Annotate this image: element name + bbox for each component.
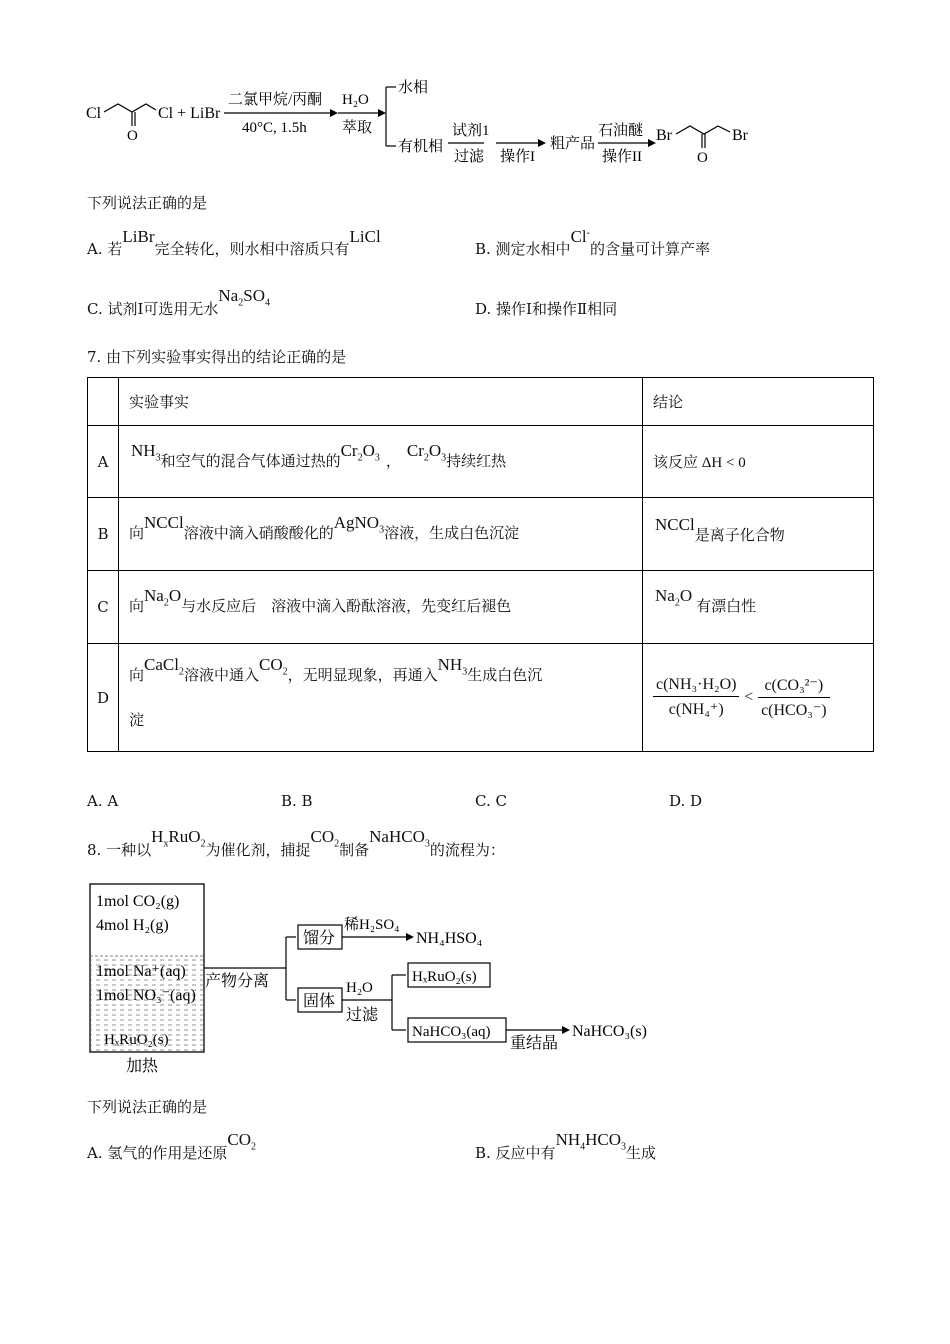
q7-row-b (88, 498, 874, 571)
q6-b-chem-text: Cl (570, 227, 587, 246)
reactant-cl-left: Cl (86, 105, 102, 122)
q8-a-chem (227, 1130, 256, 1153)
reactor-h2: 4mol H₂(g) (96, 917, 169, 934)
q8-co: CO (310, 827, 335, 846)
q7-row-c-label: C (88, 571, 119, 644)
q8-b-nh-sub: 4 (580, 1141, 586, 1153)
q7-d-nh-sub: 3 (462, 666, 468, 678)
q6-a-mid: 完全转化，则水相中溶质只有 (154, 240, 350, 258)
nh4hso4: NH₄HSO₄ (416, 930, 483, 947)
q7-row-a (88, 426, 874, 498)
q7-d-fact-f: 生成白色沉 (467, 665, 543, 684)
q7-header-conclusion: 结论 (643, 378, 874, 426)
arrow-2-head (378, 109, 386, 117)
reactant-cl-right: Cl + LiBr (158, 105, 221, 122)
recrystal-arrow-head (562, 1026, 570, 1034)
q6-option-b[interactable] (475, 226, 710, 258)
q7-a-o: O (362, 440, 375, 460)
product-skeleton (676, 126, 730, 134)
q7-header-blank (88, 378, 119, 426)
q7-b-agno3-sub: 3 (379, 524, 385, 536)
q7-b-pre: 向 (129, 524, 145, 543)
q8-ruo: RuO (168, 827, 201, 846)
op1-label: 操作I (500, 149, 535, 165)
catalyst-out: HₓRuO₂(s) (412, 969, 477, 985)
q7-d-frac2-den: c(HCO₃⁻) (761, 702, 827, 719)
q8-a-co-sub: 2 (251, 1141, 256, 1153)
q7-row-b-label: B (88, 498, 119, 571)
q8-flow-diagram (80, 878, 680, 1078)
q7-stem: 7. 由下列实验事实得出的结论正确的是 (87, 348, 347, 366)
q7-c-na2o (144, 586, 182, 609)
q7-a-conclusion-text: 该反应 ΔH < 0 (653, 455, 746, 471)
q7-c-o: O (168, 586, 182, 606)
q8-b-hco: HCO (585, 1130, 622, 1149)
q7-row-a-label: A (88, 426, 119, 498)
nahco3-aq: NaHCO₃(aq) (412, 1024, 491, 1040)
reactant-o: O (127, 128, 138, 144)
q7-c-na: Na (144, 586, 164, 606)
q7-option-b[interactable]: B. B (281, 792, 313, 810)
q7-a-cr-2-sub: 2 (423, 452, 429, 464)
q6-c-chem-sub: 2 (238, 297, 244, 309)
q8-b-pre: B. 反应中有 (475, 1144, 556, 1162)
q7-option-a[interactable]: A. A (87, 792, 119, 810)
q8-a-co: CO (227, 1130, 251, 1149)
q7-b-fact-d: 溶液，生成白色沉淀 (384, 524, 520, 543)
cond-bottom: 40°C, 1.5h (242, 120, 307, 136)
q7-a-o-2-sub: 3 (441, 452, 447, 464)
q7-d-line1 (129, 654, 642, 697)
reagent1: 试剂1 (452, 123, 490, 139)
reactant-skeleton (104, 104, 156, 112)
q8-h: H (151, 827, 164, 846)
q8-co-sub: 2 (334, 838, 340, 850)
cond-top: 二氯甲烷/丙酮 (228, 92, 323, 108)
extract-label: 萃取 (342, 120, 373, 136)
q7-c-na-sub: 2 (163, 597, 169, 609)
q7-b-conc-chem: NCCl (655, 514, 695, 534)
product-o: O (697, 150, 708, 166)
q6-c-chem-b: SO (243, 286, 265, 305)
arrow-5-head (648, 139, 656, 147)
q7-b-ncccl: NCCl (144, 513, 184, 533)
q7-d-cacl2 (144, 654, 184, 678)
q6-c-chem (218, 286, 270, 309)
q6-c-pre: C. 试剂Ⅰ可选用无水 (87, 300, 219, 318)
q7-d-cacl: CaCl (144, 654, 179, 674)
q7-d-frac2-num: c(CO₃²⁻) (758, 675, 830, 698)
q7-d-fact-d: ，无明显现象，再通入 (287, 665, 438, 684)
product-br-left: Br (656, 127, 672, 144)
q8-sub-stem: 下列说法正确的是 (87, 1098, 208, 1116)
op2-label: 操作II (602, 149, 642, 165)
q7-table (87, 377, 874, 752)
q7-d-nh3 (437, 654, 468, 678)
filter-flow: 过滤 (346, 1007, 379, 1024)
q6-option-d[interactable]: D. 操作Ⅰ和操作Ⅱ相同 (475, 300, 618, 318)
q7-d-nh: NH (437, 654, 463, 674)
q7-c-fact-c: 与水反应后 溶液中滴入酚酞溶液，先变红后褪色 (181, 597, 512, 616)
q7-c-conc-na-sub: 2 (674, 597, 680, 609)
recrystallize: 重结晶 (510, 1035, 559, 1052)
q7-row-c (88, 571, 874, 644)
nahco3-s: NaHCO₃(s) (572, 1023, 647, 1040)
q7-b-agno3-text: AgNO (333, 513, 380, 533)
q7-row-a-fact (119, 426, 643, 498)
reactor-no3: 1mol NO₃⁻(aq) (96, 987, 196, 1004)
q7-d-co2 (258, 654, 288, 678)
q8-h-sub: x (163, 838, 169, 850)
q7-a-cr-2: Cr (406, 440, 424, 460)
q8-ruo-sub: 2 (200, 838, 206, 850)
q7-d-fact-b: 溶液中通入 (183, 665, 259, 684)
q8-stem-chem2 (310, 827, 340, 850)
q7-b-agno3 (333, 513, 385, 536)
q7-c-conc-na: Na (655, 586, 675, 606)
q7-header-fact: 实验事实 (119, 378, 643, 426)
petroleum-ether: 石油醚 (598, 123, 644, 139)
arrow-1-head (330, 109, 338, 117)
q8-b-chem (555, 1130, 627, 1153)
water-phase: 水相 (398, 80, 429, 96)
reactor-catalyst: HₓRuO₂(s) (104, 1032, 169, 1048)
q7-d-co: CO (258, 654, 283, 674)
filter-label: 过滤 (454, 149, 485, 165)
q8-stem (87, 826, 505, 859)
q7-d-op: < (744, 688, 754, 706)
reactor-na: 1mol Na⁺(aq) (96, 963, 186, 980)
q6-c-chem-sub2: 4 (264, 297, 270, 309)
q8-b-post: 生成 (626, 1144, 657, 1162)
q7-b-fact-b: 溶液中滴入硝酸酸化的 (183, 524, 334, 543)
reaction-scheme (80, 70, 780, 180)
q6-stem: 下列说法正确的是 (87, 194, 208, 212)
product-br-right: Br (732, 127, 748, 144)
q6-option-a[interactable] (87, 226, 381, 258)
q8-stem-mid2: 制备 (339, 841, 370, 859)
q7-row-d-label: D (88, 644, 119, 752)
q7-row-b-conclusion (643, 498, 874, 571)
heat-label: 加热 (126, 1058, 159, 1075)
q6-a-chem1: LiBr (122, 227, 155, 246)
q7-c-conc-o: O (679, 586, 693, 606)
q8-stem-mid1: 为催化剂，捕捉 (205, 841, 311, 859)
q7-d-cacl-sub: 2 (178, 666, 184, 678)
q7-row-d (88, 644, 874, 752)
organic-phase: 有机相 (398, 139, 444, 155)
q7-header-row (88, 378, 874, 426)
q8-nahco: NaHCO (369, 827, 425, 846)
q8-option-a[interactable] (87, 1129, 256, 1162)
q7-a-comma: ， (385, 451, 401, 470)
q6-a-pre: A. 若 (87, 240, 123, 258)
q6-option-c[interactable] (87, 285, 270, 318)
q7-row-b-fact (119, 498, 643, 571)
q8-b-nh: NH (555, 1130, 581, 1149)
q6-c-chem-a: Na (218, 286, 239, 305)
q7-a-o-2: O (428, 440, 442, 460)
q7-d-frac1 (653, 676, 739, 719)
q7-c-pre: 向 (129, 597, 145, 616)
q7-d-co-sub: 2 (282, 666, 288, 678)
q6-b-chem-sup: - (586, 227, 590, 239)
q7-d-frac1-den: c(NH₄⁺) (668, 701, 724, 718)
q7-row-c-fact (119, 571, 643, 644)
q7-row-d-conclusion (643, 644, 874, 752)
q8-option-b[interactable] (475, 1129, 657, 1162)
q7-a-nh3-text: NH (131, 440, 156, 460)
q7-d-pre: 向 (129, 665, 145, 684)
crude-product: 粗产品 (550, 136, 596, 152)
q7-a-cr2o3-2 (406, 440, 447, 464)
q6-b-pre: B. 测定水相中 (475, 240, 571, 258)
q7-a-o-sub: 3 (374, 452, 380, 464)
q7-c-conc-text: 有漂白性 (696, 597, 757, 616)
q7-a-fact-b: 和空气的混合气体通过热的 (160, 451, 341, 470)
q6-b-post: 的含量可计算产率 (589, 240, 710, 258)
separate-label: 产物分离 (205, 973, 270, 990)
fraction-arrow-head (406, 933, 414, 941)
fraction-label: 馏分 (303, 930, 336, 947)
q7-c-conc-chem (655, 586, 693, 609)
q7-a-nh3-sub: 3 (155, 452, 161, 464)
reactor-co2: 1mol CO₂(g) (96, 893, 180, 910)
solid-label: 固体 (303, 993, 336, 1010)
q7-d-frac1-num: c(NH₃·H₂O) (653, 676, 739, 697)
q8-stem-chem3 (369, 827, 430, 850)
arrow-4-head (538, 139, 546, 147)
q7-option-d[interactable]: D. D (669, 792, 703, 810)
q7-row-c-conclusion (643, 571, 874, 644)
h2o-flow: H₂O (346, 980, 373, 996)
q8-stem-chem1 (151, 827, 206, 850)
q7-d-line2: 淀 (129, 711, 145, 730)
q6-b-chem (571, 227, 590, 246)
q7-a-cr-sub: 2 (357, 452, 363, 464)
q7-a-cr2o3 (340, 440, 380, 464)
q7-a-nh3 (131, 440, 161, 464)
q7-row-d-fact (119, 644, 643, 752)
q6-a-chem2: LiCl (349, 227, 381, 246)
q8-nahco-sub: 3 (424, 838, 430, 850)
q7-b-conc-text: 是离子化合物 (694, 525, 785, 544)
dilute-acid: 稀H₂SO₄ (344, 917, 400, 933)
q8-stem-post: 的流程为： (429, 841, 505, 859)
q7-row-a-conclusion (643, 426, 874, 498)
q7-a-fact-h: 持续红热 (446, 451, 507, 470)
q8-a-pre: A. 氢气的作用是还原 (87, 1144, 228, 1162)
q7-a-cr: Cr (340, 440, 358, 460)
q8-stem-pre: 8. 一种以 (87, 841, 152, 859)
q7-d-frac2 (758, 675, 830, 720)
h2o-label: H₂O (342, 92, 369, 108)
q8-b-hco-sub: 3 (621, 1141, 627, 1153)
q7-option-c[interactable]: C. C (475, 792, 507, 810)
